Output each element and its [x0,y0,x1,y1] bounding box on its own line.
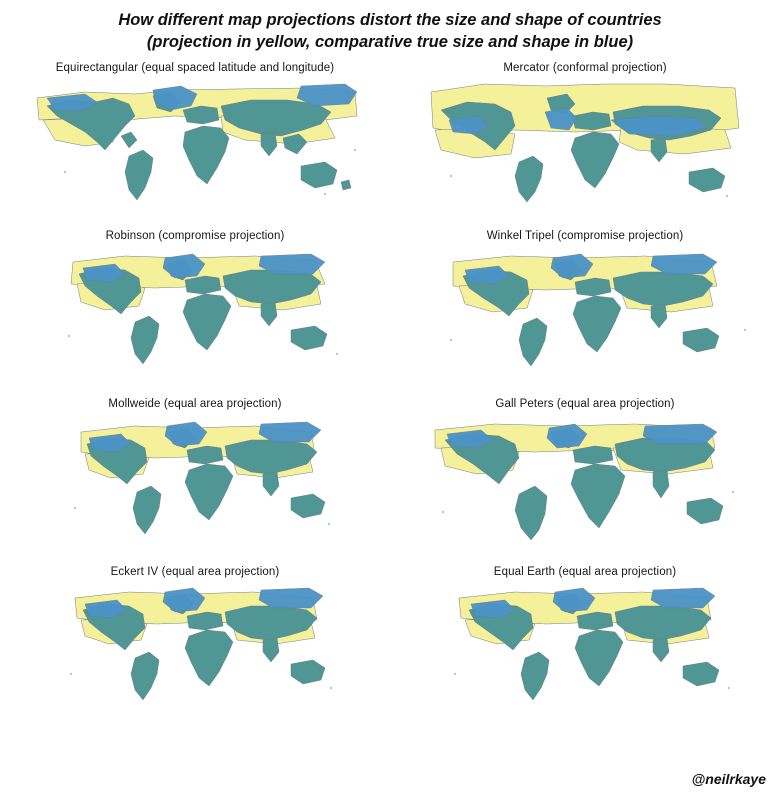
map-robinson [0,244,390,384]
panel-title-mercator: Mercator (conformal projection) [503,61,667,74]
panel-mercator [390,62,780,230]
map-eckert-iv [0,580,390,720]
panel-equal-earth [390,566,780,734]
map-svg-equal-earth [415,580,755,712]
map-mollweide [0,412,390,552]
panel-grid [0,62,780,734]
panel-eckert-iv [0,566,390,734]
map-winkel-tripel [390,244,780,384]
panel-mollweide [0,398,390,566]
panel-title-eckert-iv: Eckert IV (equal area projection) [110,565,280,578]
map-gall-peters [390,412,780,552]
map-svg-mercator [415,76,755,208]
panel-title-equirectangular: Equirectangular (equal spaced latitude and longitude) [55,61,335,74]
map-svg-winkel-tripel [415,244,755,376]
panel-title-robinson: Robinson (compromise projection) [105,229,285,242]
panel-title-equal-earth: Equal Earth (equal area projection) [493,565,677,578]
map-svg-mollweide [25,412,365,544]
map-mercator [390,76,780,216]
figure-title-line-1: How different map projections distort the size and shape of countries [118,11,662,29]
panel-winkel-tripel [390,230,780,398]
figure-title-line-2: (projection in yellow, comparative true size and shape in blue) [146,32,634,51]
panel-equirectangular [0,62,390,230]
map-svg-eckert-iv [25,580,365,712]
figure-title [0,0,780,54]
map-equirectangular [0,76,390,216]
author-credit: @neilrkaye [691,771,766,787]
map-svg-robinson [25,244,365,376]
layer-overlap-teal [47,92,351,200]
panel-gall-peters [390,398,780,566]
panel-title-winkel-tripel: Winkel Tripel (compromise projection) [486,229,684,242]
map-equal-earth [390,580,780,720]
panel-robinson [0,230,390,398]
map-svg-equirectangular [25,76,365,208]
panel-title-gall-peters: Gall Peters (equal area projection) [495,397,675,410]
panel-title-mollweide: Mollweide (equal area projection) [108,397,282,410]
map-svg-gall-peters [415,412,755,544]
